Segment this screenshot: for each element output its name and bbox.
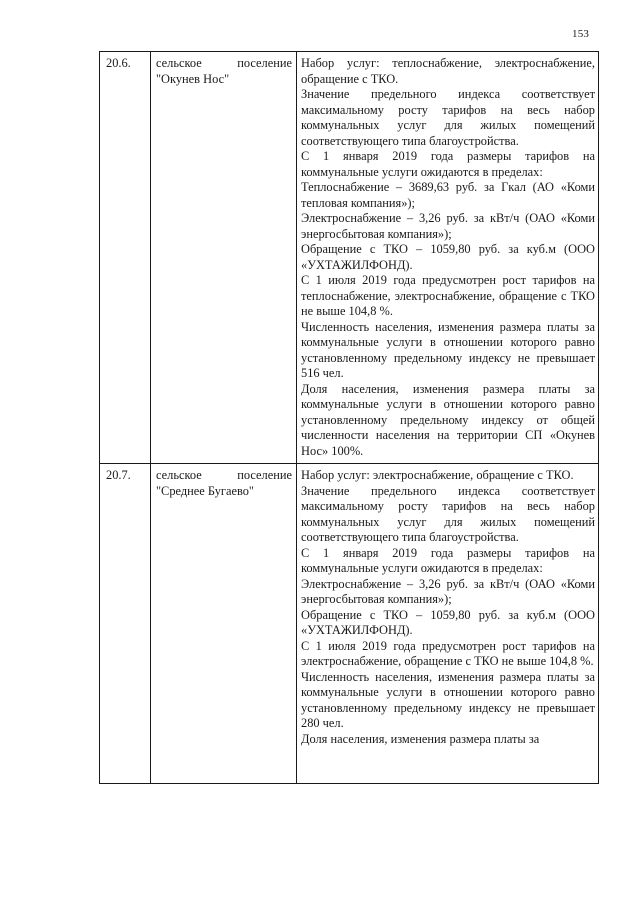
tariff-table-body [100,52,599,784]
description-paragraph: Обращение с ТКО – 1059,80 руб. за куб.м (ООО «УХТАЖИЛФОНД). [301,242,595,272]
tariff-description [297,52,599,464]
description-paragraph: Доля населения, изменения размера платы за [301,731,540,746]
settlement-name [151,52,297,464]
description-paragraph: С 1 января 2019 года размеры тарифов на коммунальные услуги ожидаются в пределах: [301,545,595,575]
tariff-description [297,464,599,784]
description-paragraph: С 1 июля 2019 года предусмотрен рост тарифов на электроснабжение, обращение с ТКО не выше 104,8 %. [301,638,595,668]
settlement-title: "Окунев Нос" [156,71,230,86]
description-paragraph: Обращение с ТКО – 1059,80 руб. за куб.м (ООО «УХТАЖИЛФОНД). [301,607,595,637]
description-paragraph: Доля населения, изменения размера платы за коммунальные услуги в отношении которого равно установленному предельному индексу от общей численности населения на территории СП «Окунев Нос» 100%. [301,381,595,458]
page-number: 153 [572,28,590,40]
description-paragraph: Численность населения, изменения размера платы за коммунальные услуги в отношении которого равно установленному предельному индексу не превышает 280 чел. [301,669,595,730]
description-paragraph: Теплоснабжение – 3689,63 руб. за Гкал (АО «Коми тепловая компания»); [301,180,595,210]
description-paragraph: Численность населения, изменения размера платы за коммунальные услуги в отношении которого равно установленному предельному индексу не превышает 516 чел. [301,319,595,380]
description-paragraph: С 1 июля 2019 года предусмотрен рост тарифов на теплоснабжение, электроснабжение, обращение с ТКО не выше 104,8 %. [301,273,595,318]
row-number: 20.6. [100,52,151,464]
description-paragraph: С 1 января 2019 года размеры тарифов на коммунальные услуги ожидаются в пределах: [301,149,595,179]
description-paragraph: Значение предельного индекса соответствует максимальному росту тарифов на весь набор коммунальных услуг для жилых помещений соответствующего типа благоустройства. [301,87,595,148]
description-paragraph: Набор услуг: теплоснабжение, электроснабжение, обращение с ТКО. [301,56,595,86]
settlement-title: "Среднее Бугаево" [156,483,254,498]
description-paragraph: Значение предельного индекса соответствует максимальному росту тарифов на весь набор коммунальных услуг для жилых помещений соответствующего типа благоустройства. [301,483,595,544]
description-paragraph: Электроснабжение – 3,26 руб. за кВт/ч (ОАО «Коми энергосбытовая компания»); [301,576,595,606]
settlement-name [151,464,297,784]
description-paragraph: Набор услуг: электроснабжение, обращение с ТКО. [301,468,574,482]
row-number: 20.7. [100,464,151,784]
table-row [100,52,599,464]
settlement-type: сельское поселение [156,56,292,70]
table-row [100,464,599,784]
description-paragraph: Электроснабжение – 3,26 руб. за кВт/ч (ОАО «Коми энергосбытовая компания»); [301,211,595,241]
settlement-type: сельское поселение [156,468,292,482]
tariff-table [99,51,599,784]
